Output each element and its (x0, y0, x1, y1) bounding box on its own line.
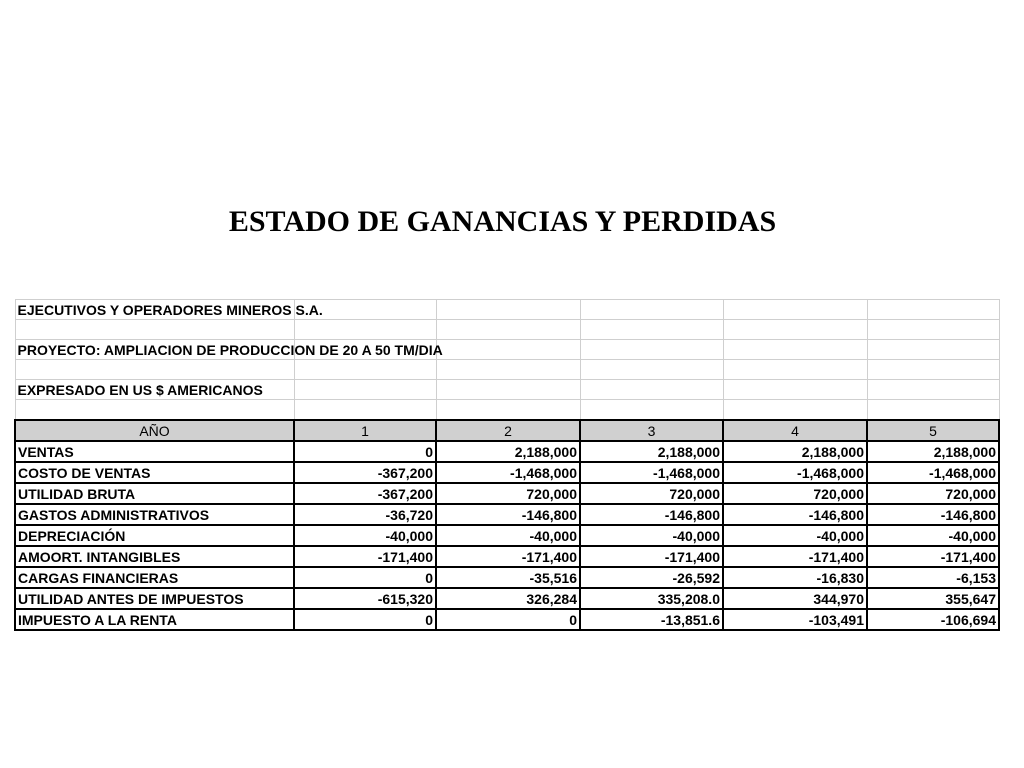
value-cell: -367,200 (294, 462, 436, 483)
value-cell: -146,800 (580, 504, 723, 525)
value-cell: -146,800 (723, 504, 867, 525)
table-row (15, 546, 999, 567)
row-label: IMPUESTO A LA RENTA (15, 609, 294, 630)
blank-row (15, 400, 999, 421)
table-row (15, 525, 999, 546)
page-title: ESTADO DE GANANCIAS Y PERDIDAS (228, 205, 777, 238)
header-cell-year: AÑO (15, 420, 294, 441)
value-cell: -171,400 (723, 546, 867, 567)
value-cell: -6,153 (867, 567, 999, 588)
header-cell: 1 (294, 420, 436, 441)
row-label: GASTOS ADMINISTRATIVOS (15, 504, 294, 525)
header-cell: 2 (436, 420, 580, 441)
value-cell: -103,491 (723, 609, 867, 630)
value-cell: -146,800 (867, 504, 999, 525)
value-cell: -1,468,000 (867, 462, 999, 483)
row-label: CARGAS FINANCIERAS (15, 567, 294, 588)
row-label: UTILIDAD BRUTA (15, 483, 294, 504)
table-row (15, 483, 999, 504)
value-cell: 0 (294, 567, 436, 588)
value-cell: -106,694 (867, 609, 999, 630)
header-cell: 4 (723, 420, 867, 441)
value-cell: 2,188,000 (867, 441, 999, 462)
value-cell: 335,208.0 (580, 588, 723, 609)
value-cell: -36,720 (294, 504, 436, 525)
row-label: VENTAS (15, 441, 294, 462)
value-cell: -171,400 (580, 546, 723, 567)
row-label: COSTO DE VENTAS (15, 462, 294, 483)
value-cell: -615,320 (294, 588, 436, 609)
value-cell: -367,200 (294, 483, 436, 504)
value-cell: -1,468,000 (436, 462, 580, 483)
value-cell: -40,000 (436, 525, 580, 546)
value-cell: 720,000 (867, 483, 999, 504)
table-row (15, 609, 999, 630)
value-cell: -35,516 (436, 567, 580, 588)
value-cell: -13,851.6 (580, 609, 723, 630)
value-cell: -40,000 (580, 525, 723, 546)
value-cell: 0 (294, 441, 436, 462)
table-body (15, 300, 999, 631)
header-cell: 5 (867, 420, 999, 441)
row-label: DEPRECIACIÓN (15, 525, 294, 546)
table-header-row (15, 420, 999, 441)
row-label: UTILIDAD ANTES DE IMPUESTOS (15, 588, 294, 609)
value-cell: 0 (436, 609, 580, 630)
value-cell: 720,000 (436, 483, 580, 504)
project-row (15, 340, 999, 360)
value-cell: -171,400 (867, 546, 999, 567)
value-cell: -40,000 (294, 525, 436, 546)
company-name: EJECUTIVOS Y OPERADORES MINEROS S.A. (15, 300, 294, 320)
income-statement-table (14, 299, 1000, 631)
value-cell: 2,188,000 (580, 441, 723, 462)
table-row (15, 462, 999, 483)
table-row (15, 567, 999, 588)
blank-row (15, 320, 999, 340)
table-row (15, 441, 999, 462)
value-cell: 2,188,000 (723, 441, 867, 462)
currency-row (15, 380, 999, 400)
value-cell: -171,400 (294, 546, 436, 567)
value-cell: -40,000 (867, 525, 999, 546)
value-cell: 355,647 (867, 588, 999, 609)
value-cell: 720,000 (580, 483, 723, 504)
value-cell: 344,970 (723, 588, 867, 609)
value-cell: 326,284 (436, 588, 580, 609)
currency-note: EXPRESADO EN US $ AMERICANOS (15, 380, 294, 400)
project-name: PROYECTO: AMPLIACION DE PRODUCCION DE 20 A 50 TM/DIA (15, 340, 294, 360)
value-cell: 720,000 (723, 483, 867, 504)
value-cell: -1,468,000 (723, 462, 867, 483)
row-label: AMOORT. INTANGIBLES (15, 546, 294, 567)
table-row (15, 588, 999, 609)
value-cell: -171,400 (436, 546, 580, 567)
value-cell: -16,830 (723, 567, 867, 588)
company-row (15, 300, 999, 320)
header-cell: 3 (580, 420, 723, 441)
blank-row (15, 360, 999, 380)
value-cell: 2,188,000 (436, 441, 580, 462)
table-row (15, 504, 999, 525)
value-cell: -146,800 (436, 504, 580, 525)
value-cell: -40,000 (723, 525, 867, 546)
value-cell: -26,592 (580, 567, 723, 588)
value-cell: 0 (294, 609, 436, 630)
value-cell: -1,468,000 (580, 462, 723, 483)
